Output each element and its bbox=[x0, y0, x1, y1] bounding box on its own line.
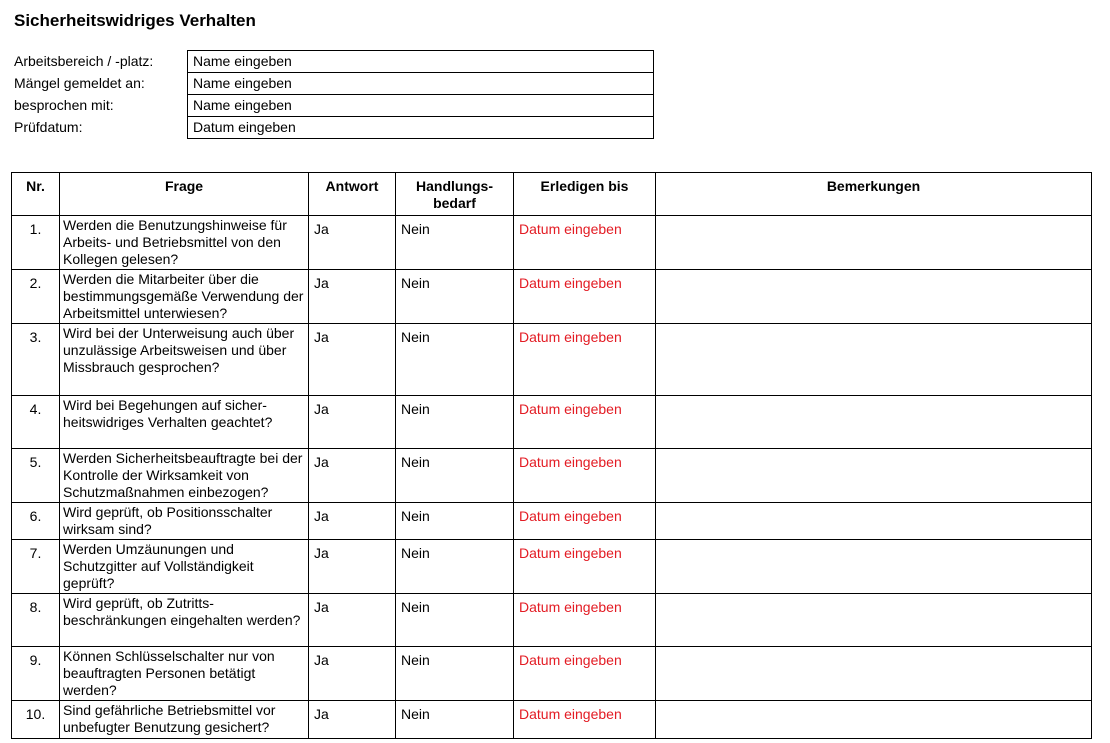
question-text: Werden die Mitarbeiter über die bestimmungsgemäße Verwendung der Arbeitsmittel unterwiesen? bbox=[60, 270, 309, 324]
info-label: Mängel gemeldet an: bbox=[14, 75, 145, 91]
question-text: Wird geprüft, ob Zutritts-beschränkungen eingehalten werden? bbox=[60, 594, 309, 647]
row-number: 7. bbox=[12, 540, 60, 594]
due-date-field[interactable]: Datum eingeben bbox=[514, 647, 656, 701]
question-text: Werden die Benutzungshinweise für Arbeits- und Betriebsmittel von den Kollegen gelesen? bbox=[60, 216, 309, 270]
header-handlungsbedarf: Handlungs- bedarf bbox=[396, 173, 514, 216]
info-row-besprochen bbox=[14, 95, 654, 117]
question-text: Wird geprüft, ob Positionsschalter wirksam sind? bbox=[60, 503, 309, 540]
table-row bbox=[12, 647, 1092, 701]
pruefdatum-field[interactable]: Datum eingeben bbox=[188, 117, 654, 139]
info-fields bbox=[14, 50, 654, 139]
remarks-field[interactable] bbox=[656, 396, 1092, 449]
row-number: 3. bbox=[12, 324, 60, 396]
info-label: besprochen mit: bbox=[14, 97, 114, 113]
checklist-table bbox=[11, 172, 1092, 739]
row-number: 4. bbox=[12, 396, 60, 449]
page-title: Sicherheitswidriges Verhalten bbox=[14, 11, 256, 30]
answer-field[interactable]: Ja bbox=[309, 540, 396, 594]
info-row-pruefdatum bbox=[14, 117, 654, 139]
question-text: Wird bei Begehungen auf sicher-heitswidriges Verhalten geachtet? bbox=[60, 396, 309, 449]
due-date-field[interactable]: Datum eingeben bbox=[514, 396, 656, 449]
remarks-field[interactable] bbox=[656, 324, 1092, 396]
row-number: 9. bbox=[12, 647, 60, 701]
table-row bbox=[12, 503, 1092, 540]
header-antwort: Antwort bbox=[309, 173, 396, 216]
due-date-field[interactable]: Datum eingeben bbox=[514, 503, 656, 540]
answer-field[interactable]: Ja bbox=[309, 216, 396, 270]
due-date-field[interactable]: Datum eingeben bbox=[514, 216, 656, 270]
row-number: 6. bbox=[12, 503, 60, 540]
due-date-field[interactable]: Datum eingeben bbox=[514, 324, 656, 396]
row-number: 8. bbox=[12, 594, 60, 647]
besprochen-mit-field[interactable]: Name eingeben bbox=[188, 95, 654, 117]
answer-field[interactable]: Ja bbox=[309, 449, 396, 503]
due-date-field[interactable]: Datum eingeben bbox=[514, 540, 656, 594]
info-label: Prüfdatum: bbox=[14, 119, 83, 135]
remarks-field[interactable] bbox=[656, 216, 1092, 270]
row-number: 2. bbox=[12, 270, 60, 324]
maengel-gemeldet-field[interactable]: Name eingeben bbox=[188, 73, 654, 95]
action-needed-field[interactable]: Nein bbox=[396, 449, 514, 503]
table-row bbox=[12, 270, 1092, 324]
table-header-row bbox=[12, 173, 1092, 216]
remarks-field[interactable] bbox=[656, 647, 1092, 701]
answer-field[interactable]: Ja bbox=[309, 270, 396, 324]
table-row bbox=[12, 594, 1092, 647]
remarks-field[interactable] bbox=[656, 540, 1092, 594]
remarks-field[interactable] bbox=[656, 270, 1092, 324]
table-row bbox=[12, 216, 1092, 270]
header-nr: Nr. bbox=[12, 173, 60, 216]
table-row bbox=[12, 449, 1092, 503]
header-frage: Frage bbox=[60, 173, 309, 216]
remarks-field[interactable] bbox=[656, 449, 1092, 503]
remarks-field[interactable] bbox=[656, 503, 1092, 540]
table-row bbox=[12, 324, 1092, 396]
action-needed-field[interactable]: Nein bbox=[396, 540, 514, 594]
action-needed-field[interactable]: Nein bbox=[396, 324, 514, 396]
header-erledigen-bis: Erledigen bis bbox=[514, 173, 656, 216]
action-needed-field[interactable]: Nein bbox=[396, 396, 514, 449]
due-date-field[interactable]: Datum eingeben bbox=[514, 701, 656, 739]
info-row-maengel bbox=[14, 73, 654, 95]
question-text: Können Schlüsselschalter nur von beauftragten Personen betätigt werden? bbox=[60, 647, 309, 701]
answer-field[interactable]: Ja bbox=[309, 701, 396, 739]
action-needed-field[interactable]: Nein bbox=[396, 216, 514, 270]
table-row bbox=[12, 540, 1092, 594]
answer-field[interactable]: Ja bbox=[309, 594, 396, 647]
action-needed-field[interactable]: Nein bbox=[396, 647, 514, 701]
remarks-field[interactable] bbox=[656, 701, 1092, 739]
row-number: 1. bbox=[12, 216, 60, 270]
question-text: Werden Sicherheitsbeauftragte bei der Kontrolle der Wirksamkeit von Schutzmaßnahmen einbezogen? bbox=[60, 449, 309, 503]
due-date-field[interactable]: Datum eingeben bbox=[514, 594, 656, 647]
row-number: 10. bbox=[12, 701, 60, 739]
answer-field[interactable]: Ja bbox=[309, 503, 396, 540]
row-number: 5. bbox=[12, 449, 60, 503]
table-row bbox=[12, 701, 1092, 739]
question-text: Werden Umzäunungen und Schutzgitter auf Vollständigkeit geprüft? bbox=[60, 540, 309, 594]
header-bemerkungen: Bemerkungen bbox=[656, 173, 1092, 216]
answer-field[interactable]: Ja bbox=[309, 324, 396, 396]
info-label: Arbeitsbereich / -platz: bbox=[14, 53, 154, 69]
answer-field[interactable]: Ja bbox=[309, 647, 396, 701]
question-text: Wird bei der Unterweisung auch über unzulässige Arbeitsweisen und über Missbrauch gesprochen? bbox=[60, 324, 309, 396]
arbeitsbereich-field[interactable]: Name eingeben bbox=[188, 51, 654, 73]
due-date-field[interactable]: Datum eingeben bbox=[514, 270, 656, 324]
action-needed-field[interactable]: Nein bbox=[396, 594, 514, 647]
action-needed-field[interactable]: Nein bbox=[396, 503, 514, 540]
due-date-field[interactable]: Datum eingeben bbox=[514, 449, 656, 503]
answer-field[interactable]: Ja bbox=[309, 396, 396, 449]
action-needed-field[interactable]: Nein bbox=[396, 701, 514, 739]
action-needed-field[interactable]: Nein bbox=[396, 270, 514, 324]
question-text: Sind gefährliche Betriebsmittel vor unbefugter Benutzung gesichert? bbox=[60, 701, 309, 739]
info-row-arbeitsbereich bbox=[14, 51, 654, 73]
remarks-field[interactable] bbox=[656, 594, 1092, 647]
table-row bbox=[12, 396, 1092, 449]
